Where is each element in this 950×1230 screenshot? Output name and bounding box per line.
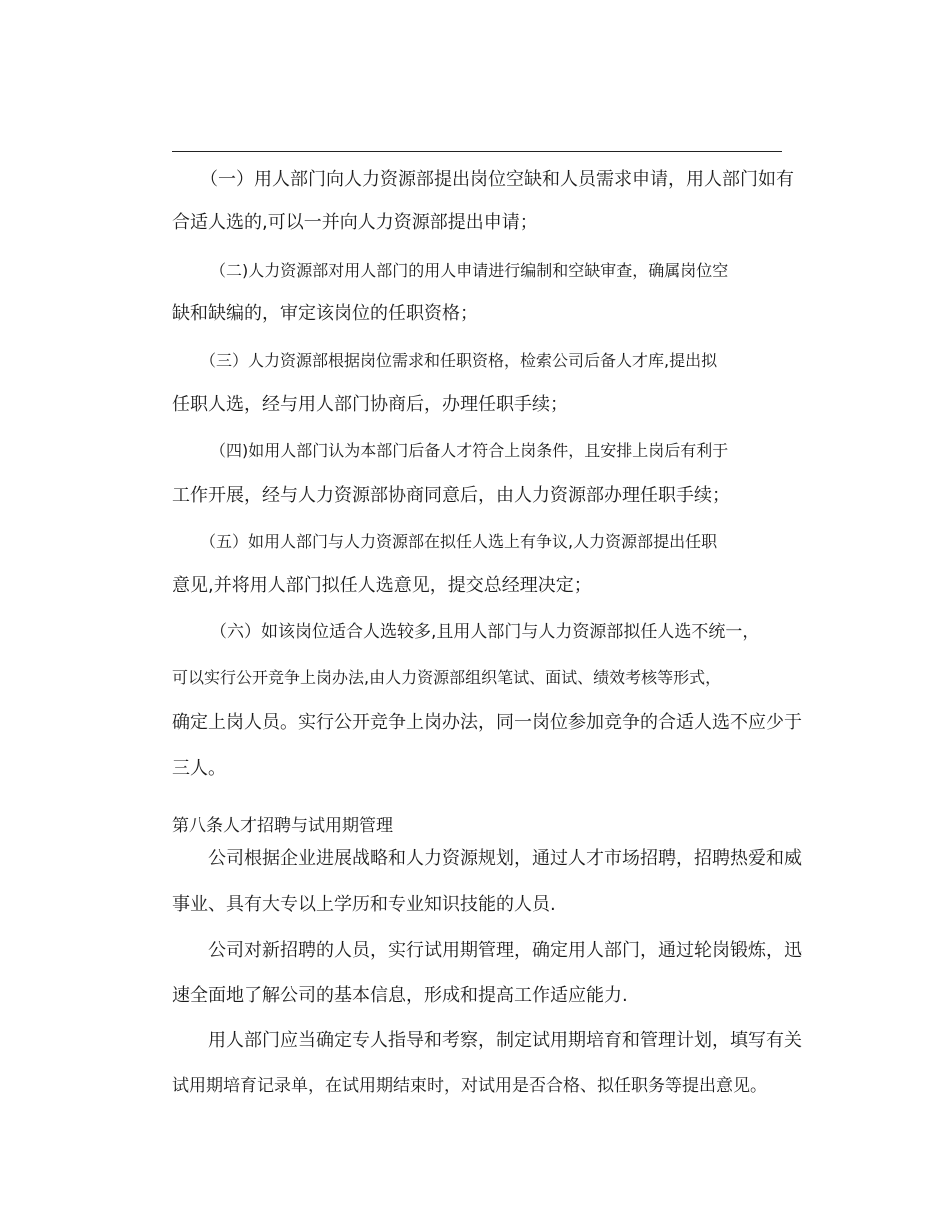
text-line: （六）如该岗位适合人选较多,且用人部门与人力资源部拟任人选不统一， <box>210 622 760 642</box>
text-line: （二)人力资源部对用人部门的用人申请进行编制和空缺审查，确属岗位空 <box>210 261 729 280</box>
text-line: 合适人选的,可以一并向人力资源部提出申请； <box>172 212 538 233</box>
text-line: 意见,并将用人部门拟任人选意见，提交总经理决定； <box>172 575 592 596</box>
text-line: 确定上岗人员。实行公开竞争上岗办法，同一岗位参加竞争的合适人选不应少于 <box>172 712 802 733</box>
text-line: （一）用人部门向人力资源部提出岗位空缺和人员需求申请，用人部门如有 <box>200 169 794 190</box>
header-rule <box>172 151 782 152</box>
text-line: （四)如用人部门认为本部门后备人才符合上岗条件，且安排上岗后有利于 <box>210 441 729 460</box>
text-line: 事业、具有大专以上学历和专业知识技能的人员. <box>172 894 556 915</box>
text-line: 速全面地了解公司的基本信息，形成和提高工作适应能力. <box>172 985 628 1006</box>
text-line: 缺和缺编的，审定该岗位的任职资格； <box>172 303 478 324</box>
section-heading: 第八条人才招聘与试用期管理 <box>172 816 393 836</box>
text-line: 可以实行公开竞争上岗办法,由人力资源部组织笔试、面试、绩效考核等形式， <box>172 668 722 687</box>
text-line: 三人。 <box>172 758 226 779</box>
text-line: 公司对新招聘的人员，实行试用期管理，确定用人部门，通过轮岗锻炼，迅 <box>208 940 802 961</box>
text-line: 公司根据企业进展战略和人力资源规划，通过人才市场招聘，招聘热爱和威 <box>208 848 802 869</box>
text-line: 用人部门应当确定专人指导和考察，制定试用期培育和管理计划，填写有关 <box>208 1030 802 1051</box>
text-line: （三）人力资源部根据岗位需求和任职资格，检索公司后备人才库,提出拟 <box>200 351 718 370</box>
text-line: 试用期培育记录单，在试用期结束时，对试用是否合格、拟任职务等提出意见。 <box>172 1076 767 1096</box>
text-line: （五）如用人部门与人力资源部在拟任人选上有争议,人力资源部提出任职 <box>200 532 718 551</box>
text-line: 工作开展，经与人力资源部协商同意后，由人力资源部办理任职手续； <box>172 485 730 506</box>
text-line: 任职人选，经与用人部门协商后，办理任职手续； <box>172 394 568 415</box>
